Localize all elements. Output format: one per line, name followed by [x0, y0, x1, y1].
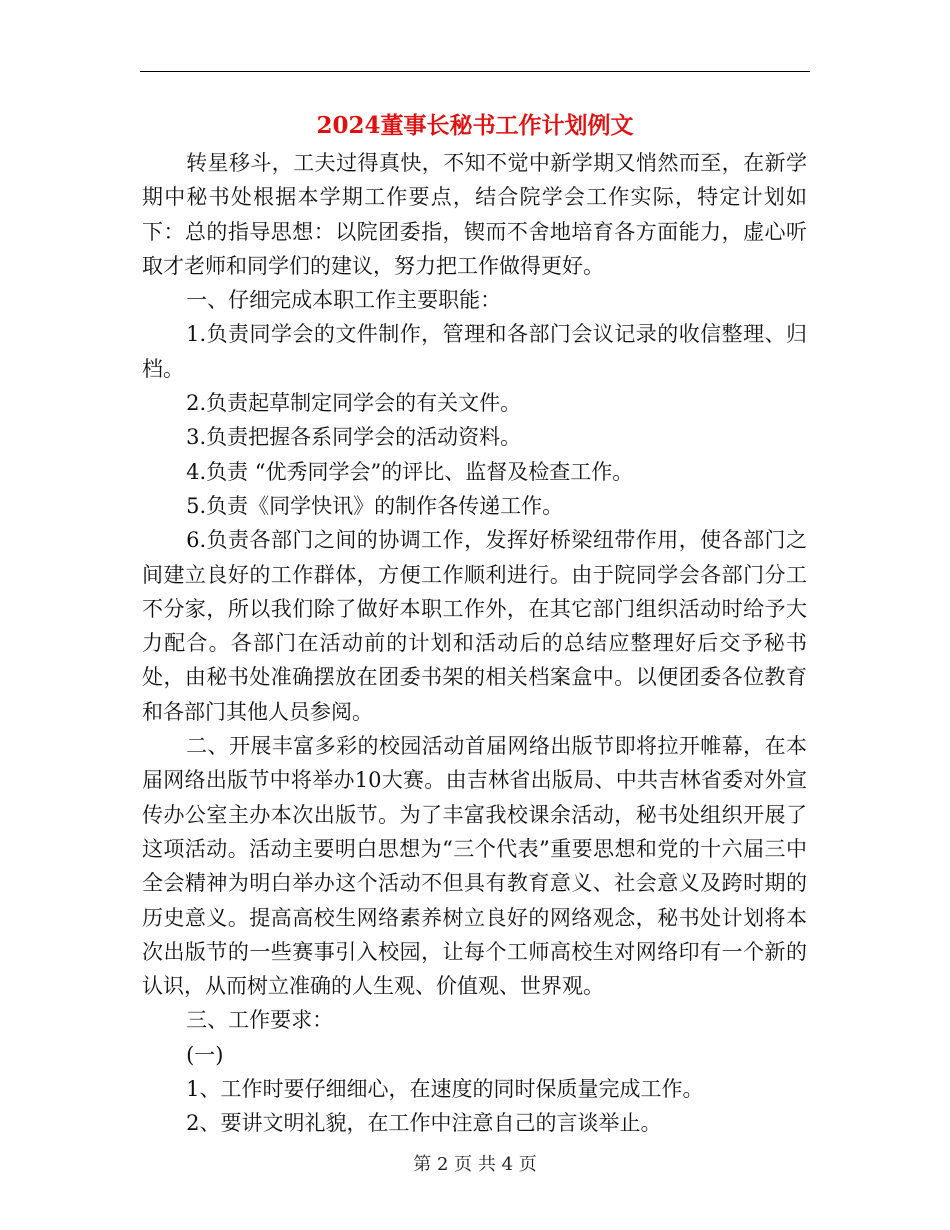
list-item: 3.负责把握各系同学会的活动资料。 [186, 425, 522, 450]
list-item: 2.负责起草制定同学会的有关文件。 [186, 391, 522, 416]
subsection-label: (一) [186, 1042, 224, 1067]
paragraph-intro: 转星移斗，工夫过得真快，不知不觉中新学期又悄然而至，在新学期中秘书处根据本学期工作要点，结合院学会工作实际，特定计划如下：总的指导思想：以院团委指，锲而不舍地培育各方面能力，虚心听取才老师和同学们的建议，努力把工作做得更好。 [142, 151, 807, 278]
list-item: 2、要讲文明礼貌，在工作中注意自己的言谈举止。 [186, 1111, 662, 1136]
section-heading-3: 三、工作要求： [186, 1008, 334, 1033]
document-body [142, 146, 807, 1141]
list-item: 6.负责各部门之间的协调工作，发挥好桥梁纽带作用，使各部门之间建立良好的工作群体，方便工作顺利进行。由于院同学会各部门分工不分家，所以我们除了做好本职工作外，在其它部门组织活动时给予大力配合。各部门在活动前的计划和活动后的总结应整理好后交予秘书处，由秘书处准确摆放在团委书架的相关档案盒中。以便团委各位教育和各部门其他人员参阅。 [142, 528, 807, 724]
page-number-footer: 第 2 页 共 4 页 [413, 1154, 537, 1175]
document-title: 2024董事长秘书工作计划例文 [316, 112, 634, 139]
list-item: 1、工作时要仔细细心，在速度的同时保质量完成工作。 [186, 1077, 704, 1102]
list-item: 4.负责 “优秀同学会”的评比、监督及检查工作。 [186, 459, 634, 484]
section-heading-1: 一、仔细完成本职工作主要职能： [186, 288, 502, 313]
header-rule [140, 71, 810, 72]
list-item: 5.负责《同学快讯》的制作各传递工作。 [186, 493, 564, 518]
list-item: 1.负责同学会的文件制作，管理和各部门会议记录的收信整理、归档。 [142, 322, 807, 381]
section-heading-2: 二、开展丰富多彩的校园活动首届网络出版节即将拉开帷幕，在本届网络出版节中将举办10大赛。由吉林省出版局、中共吉林省委对外宣传办公室主办本次出版节。为了丰富我校课余活动，秘书处组织开展了这项活动。活动主要明白思想为“三个代表”重要思想和党的十六届三中全会精神为明白举办这个活动不但具有教育意义、社会意义及跨时期的历史意义。提高高校生网络素养树立良好的网络观念，秘书处计划将本次出版节的一些赛事引入校园，让每个工师高校生对网络印有一个新的认识，从而树立准确的人生观、价值观、世界观。 [142, 734, 807, 999]
